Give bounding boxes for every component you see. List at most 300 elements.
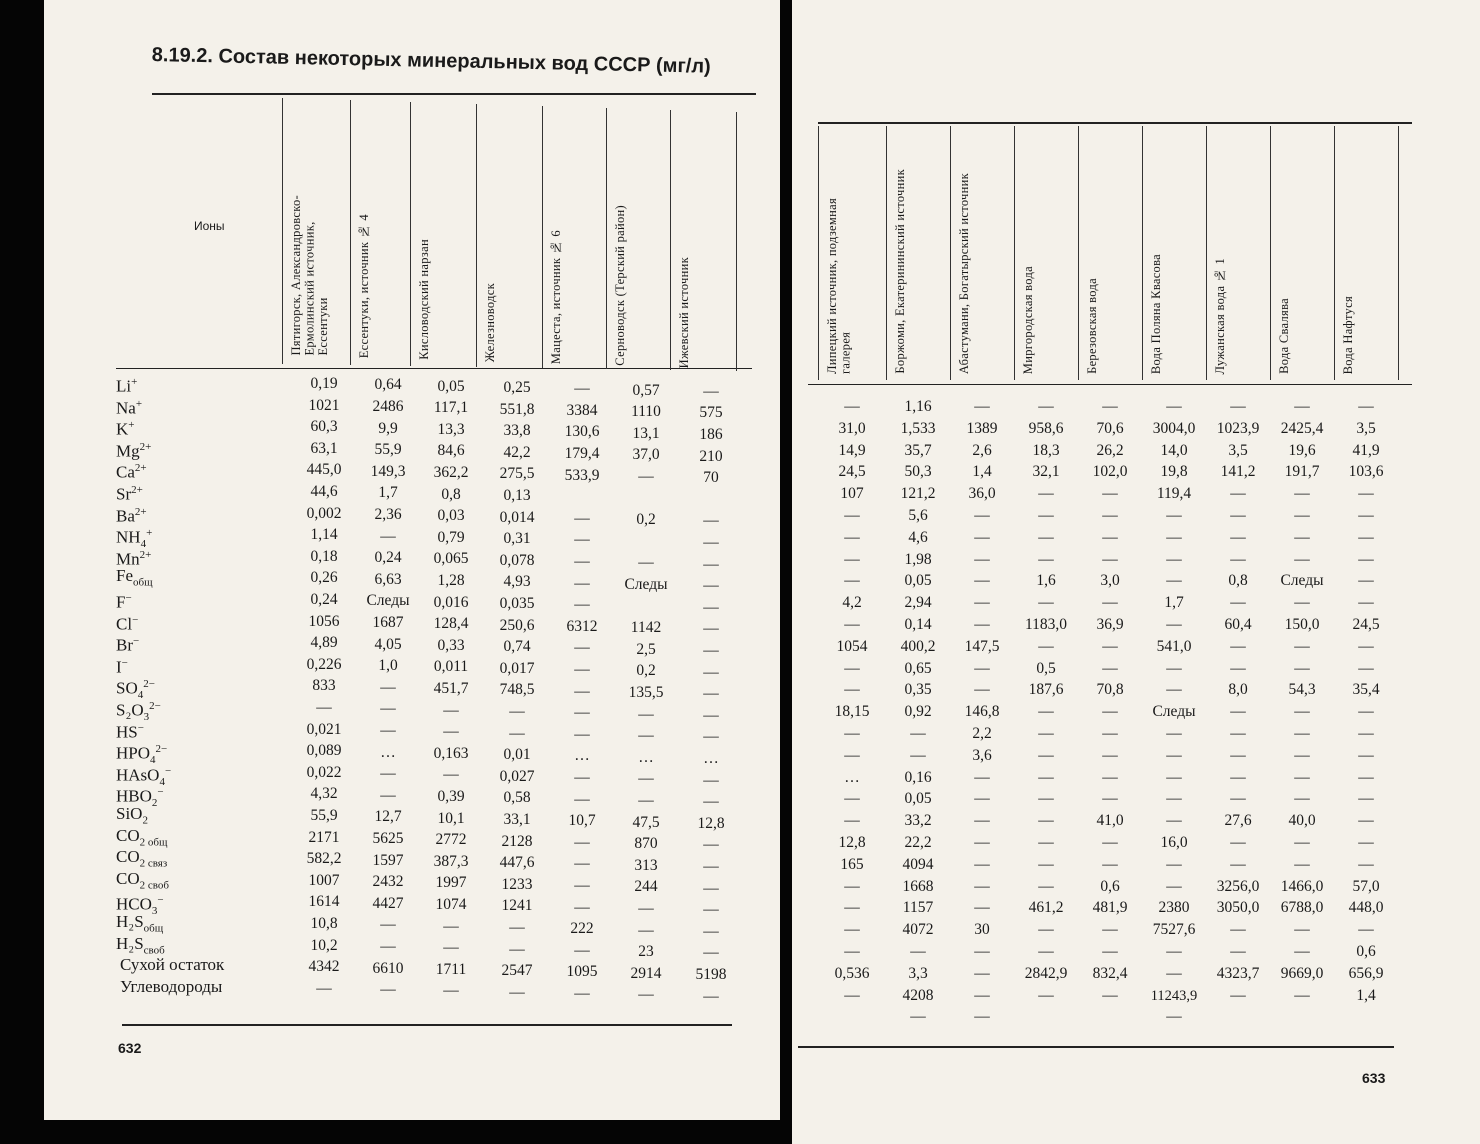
table-cell: 1142 <box>630 619 662 637</box>
table-cell: — <box>703 642 719 659</box>
table-cell: — <box>844 790 860 808</box>
table-cell: Следы <box>366 592 410 610</box>
table-cell: — <box>1230 943 1246 960</box>
table-cell: — <box>1166 528 1182 546</box>
column-divider <box>476 104 477 367</box>
ion-name: HPO <box>116 743 151 763</box>
table-cell: 0,74 <box>503 638 531 656</box>
table-cell: — <box>1038 834 1054 851</box>
table-cell: 4072 <box>902 921 934 939</box>
ion-subscript: 3 <box>143 711 150 724</box>
table-cell: 37,0 <box>632 446 660 464</box>
table-cell: 2171 <box>308 828 340 846</box>
table-cell: — <box>844 616 860 633</box>
ion-subscript: 2 <box>142 814 148 827</box>
header-rule <box>116 368 752 369</box>
table-cell: — <box>574 661 590 678</box>
table-cell: — <box>574 985 590 1002</box>
table-cell: 35,7 <box>904 441 932 459</box>
column-header <box>484 283 536 362</box>
table-cell: — <box>1358 550 1374 568</box>
column-header-line: Липецкий источник, подземная <box>825 198 839 374</box>
table-cell: — <box>910 725 926 742</box>
table-cell: — <box>1230 485 1246 503</box>
ion-name: SO <box>116 679 138 699</box>
table-cell: — <box>1166 790 1182 808</box>
table-cell: 14,0 <box>1160 441 1188 459</box>
column-divider <box>606 108 607 369</box>
table-cell: — <box>844 550 860 568</box>
ion-subscript: 3 <box>151 905 158 918</box>
table-cell: 70,6 <box>1096 419 1124 437</box>
ion-label <box>120 955 224 975</box>
table-cell: — <box>574 769 590 786</box>
table-cell: … <box>380 743 396 761</box>
table-cell: 1183,0 <box>1024 616 1068 633</box>
table-cell: — <box>1358 485 1374 503</box>
ion-subscript: 4 <box>140 538 147 551</box>
table-cell: 832,4 <box>1092 964 1128 982</box>
table-cell: 2,5 <box>636 640 656 658</box>
table-cell: 1023,9 <box>1216 419 1260 437</box>
table-cell: 55,9 <box>374 441 402 459</box>
table-cell: 0,33 <box>437 636 465 654</box>
table-cell: — <box>1230 834 1246 851</box>
table-cell: — <box>443 939 459 957</box>
ion-name: CO <box>116 847 140 867</box>
table-cell: — <box>574 682 590 700</box>
table-cell: — <box>844 899 860 917</box>
column-divider <box>670 110 671 370</box>
table-cell: 0,002 <box>306 504 342 522</box>
table-cell: — <box>1038 877 1054 895</box>
ion-superscript: 2− <box>143 678 155 691</box>
table-cell: — <box>1102 768 1118 786</box>
table-cell: 60,3 <box>310 418 338 436</box>
column-header <box>894 169 944 374</box>
table-cell: — <box>1102 746 1118 764</box>
ion-superscript: 2+ <box>139 440 152 453</box>
table-cell: 313 <box>634 856 658 874</box>
table-cell: — <box>1294 768 1310 786</box>
table-cell: — <box>1294 725 1310 742</box>
table-cell: — <box>844 681 860 699</box>
column-divider <box>282 98 283 364</box>
table-cell: 3,5 <box>1228 441 1248 459</box>
table-cell: 102,0 <box>1092 463 1128 481</box>
column-header <box>678 257 730 368</box>
table-cell: 0,31 <box>503 530 531 548</box>
table-cell: — <box>1038 768 1054 786</box>
table-cell: 0,027 <box>499 767 535 785</box>
ion-superscript: 2+ <box>134 505 147 518</box>
ion-name: Na <box>116 398 136 418</box>
table-cell: 4,6 <box>908 528 928 546</box>
column-header-line: Ижевский источник <box>677 256 691 368</box>
table-cell: 2547 <box>501 962 533 980</box>
table-cell: — <box>703 728 719 746</box>
table-cell: — <box>1166 855 1182 873</box>
ion-name: Li <box>116 376 132 396</box>
table-cell: 1,28 <box>437 572 465 589</box>
table-cell: 107 <box>840 485 864 503</box>
table-cell: 4094 <box>902 855 934 873</box>
table-cell: 0,089 <box>306 742 342 760</box>
table-cell: — <box>1230 855 1246 873</box>
table-cell: 119,4 <box>1156 485 1192 503</box>
table-cell: 18,15 <box>834 703 870 721</box>
table-cell: 2380 <box>1158 899 1190 917</box>
table-cell: — <box>1294 703 1310 721</box>
table-cell: — <box>443 982 459 1000</box>
table-cell: — <box>1358 594 1374 612</box>
table-cell: 0,6 <box>1100 877 1120 895</box>
table-cell: — <box>974 572 990 590</box>
table-cell: — <box>574 790 590 808</box>
table-cell: — <box>1230 550 1246 568</box>
ion-name: HAsO <box>116 765 160 785</box>
table-cell: 1614 <box>308 893 340 911</box>
table-cell: 63,1 <box>310 439 338 457</box>
table-cell: 117,1 <box>433 399 469 417</box>
table-cell: 1157 <box>902 899 934 917</box>
column-header-line: Боржоми, Екатерининский источник <box>893 169 907 374</box>
table-cell: — <box>1294 943 1310 960</box>
table-cell: 1,98 <box>904 550 932 568</box>
table-cell: 0,021 <box>306 720 342 738</box>
table-cell: — <box>574 380 590 398</box>
table-cell: 3,3 <box>908 964 928 982</box>
table-cell: 0,16 <box>904 768 932 786</box>
table-cell: — <box>574 704 590 722</box>
table-cell: … <box>574 747 590 765</box>
table-cell: — <box>1038 528 1054 546</box>
table-cell: — <box>703 922 719 940</box>
table-cell: — <box>380 678 396 696</box>
table-cell: — <box>1230 986 1246 1004</box>
table-cell: — <box>1166 572 1182 590</box>
column-header-line: Миргородская вода <box>1021 265 1035 374</box>
ion-superscript: − <box>125 592 132 604</box>
bottom-rule <box>798 1046 1394 1048</box>
table-cell: 18,3 <box>1032 441 1060 459</box>
table-cell: … <box>638 748 654 766</box>
table-cell: — <box>509 702 525 720</box>
ion-superscript: + <box>135 397 143 410</box>
table-cell: 4323,7 <box>1216 964 1260 982</box>
ion-subscript: 2 связ <box>139 857 168 870</box>
ion-subscript: 2 своб <box>139 879 169 892</box>
top-rule <box>152 93 756 95</box>
table-cell: 60,4 <box>1224 616 1252 633</box>
column-header <box>958 173 1008 374</box>
table-cell: — <box>844 659 860 677</box>
ion-name: Сухой остаток <box>120 955 225 975</box>
ion-name: Ba <box>116 506 135 526</box>
table-cell: 1466,0 <box>1280 877 1324 895</box>
table-cell: 128,4 <box>433 615 469 633</box>
table-cell: 958,6 <box>1028 419 1064 437</box>
table-cell: — <box>974 768 990 786</box>
ion-subscript: 4 <box>159 775 165 788</box>
table-cell: — <box>1038 703 1054 721</box>
table-cell: — <box>509 918 525 936</box>
column-header-line: Березовская вода <box>1085 278 1099 374</box>
table-cell: — <box>380 981 396 999</box>
table-cell: 275,5 <box>499 465 535 483</box>
table-cell: — <box>380 700 396 718</box>
bottom-rule <box>122 1024 732 1026</box>
table-cell: — <box>1294 507 1310 524</box>
table-cell: 103,6 <box>1348 463 1384 481</box>
header-rule <box>808 384 1412 385</box>
table-cell: — <box>703 879 719 897</box>
ion-superscript: − <box>157 894 164 907</box>
table-cell: 16,0 <box>1160 834 1188 851</box>
table-cell: — <box>844 398 860 415</box>
table-cell: — <box>1230 768 1246 786</box>
table-cell: 1021 <box>308 396 340 414</box>
table-cell: 13,1 <box>632 424 660 442</box>
column-divider <box>950 126 951 380</box>
table-cell: 0,35 <box>904 681 932 699</box>
column-divider <box>736 112 737 371</box>
table-cell: — <box>1294 834 1310 851</box>
table-cell: 448,0 <box>1348 899 1384 917</box>
column-header <box>1086 278 1136 374</box>
table-cell: Следы <box>1152 703 1196 721</box>
table-cell: 0,2 <box>636 662 656 680</box>
table-cell: — <box>1166 550 1182 568</box>
table-cell: — <box>974 986 990 1004</box>
table-cell: 13,3 <box>437 420 465 438</box>
column-header <box>358 214 404 358</box>
table-cell: 0,01 <box>503 746 531 764</box>
table-cell: 2,6 <box>972 441 992 459</box>
table-cell: — <box>1230 790 1246 808</box>
table-cell: 70 <box>703 469 719 487</box>
column-divider <box>1398 126 1399 380</box>
ion-subscript: своб <box>143 943 165 956</box>
table-cell: — <box>844 507 860 524</box>
column-header-line: Вода Поляна Квасова <box>1149 253 1163 374</box>
table-cell: — <box>1102 855 1118 873</box>
table-cell: — <box>1230 398 1246 415</box>
table-cell: 121,2 <box>900 485 936 503</box>
table-cell: 447,6 <box>499 854 535 872</box>
column-divider <box>1334 126 1335 380</box>
table-cell: — <box>1102 528 1118 546</box>
table-cell: — <box>1102 507 1118 524</box>
table-cell: — <box>574 898 590 916</box>
table-cell: 42,2 <box>503 443 531 461</box>
table-cell: 0,19 <box>310 375 338 392</box>
table-cell: 4427 <box>372 894 404 912</box>
column-header-line: Ессентуки <box>316 297 330 356</box>
table-cell: — <box>1102 703 1118 721</box>
table-cell: 50,3 <box>904 463 932 481</box>
table-cell: 14,9 <box>838 441 866 459</box>
table-cell: — <box>703 555 719 573</box>
table-cell: — <box>1358 507 1374 524</box>
table-cell: 0,2 <box>636 511 656 529</box>
table-cell: — <box>638 467 654 485</box>
table-cell: 2486 <box>372 397 404 415</box>
table-cell: — <box>974 790 990 808</box>
table-cell: — <box>574 596 590 614</box>
table-cell: 3004,0 <box>1152 419 1196 437</box>
table-cell: — <box>1038 507 1054 524</box>
table-cell: 19,6 <box>1288 441 1316 459</box>
column-header-line: Кисловодский нарзан <box>417 239 431 360</box>
table-cell: — <box>638 986 654 1004</box>
table-cell: 1,14 <box>310 526 338 544</box>
column-divider <box>1078 126 1079 380</box>
table-cell: 0,26 <box>310 569 338 587</box>
ion-superscript: 2− <box>155 743 168 756</box>
ion-superscript: 2+ <box>134 462 147 475</box>
table-cell: 40,0 <box>1288 812 1316 830</box>
table-cell: — <box>1038 485 1054 503</box>
table-cell: 2128 <box>501 832 533 850</box>
table-cell: 0,163 <box>433 744 469 762</box>
column-header <box>1214 258 1264 375</box>
column-divider <box>542 106 543 368</box>
column-header <box>826 198 880 374</box>
page-number: 632 <box>118 1040 142 1056</box>
ion-superscript: − <box>137 721 144 734</box>
column-header-line: Мацеста, источник № 6 <box>549 229 563 364</box>
column-header <box>550 230 600 364</box>
table-cell: — <box>1294 986 1310 1004</box>
table-cell: — <box>1358 812 1374 830</box>
table-cell: 1110 <box>631 403 661 421</box>
table-cell: — <box>703 512 719 530</box>
table-cell: 250,6 <box>499 616 535 634</box>
table-cell: — <box>844 725 860 742</box>
table-cell: 31,0 <box>838 419 866 437</box>
table-cell: 3256,0 <box>1216 877 1260 895</box>
table-cell: — <box>638 791 654 809</box>
ion-name: H₂S <box>116 933 144 953</box>
table-cell: — <box>703 901 719 919</box>
table-cell: 1597 <box>372 851 404 869</box>
table-cell: — <box>1294 528 1310 546</box>
column-divider <box>350 100 351 365</box>
table-cell: 0,79 <box>437 528 465 546</box>
table-cell: — <box>703 534 719 551</box>
table-cell: — <box>703 771 719 789</box>
table-cell: 33,1 <box>503 810 531 828</box>
table-cell: 0,58 <box>503 789 531 807</box>
table-cell: 445,0 <box>306 461 342 479</box>
table-cell: — <box>1230 746 1246 764</box>
table-cell: — <box>638 770 654 788</box>
table-cell: — <box>1038 637 1054 655</box>
table-cell: 0,017 <box>499 659 535 677</box>
table-cell: — <box>1294 659 1310 677</box>
table-cell: 1056 <box>308 612 340 630</box>
table-cell: 1,7 <box>378 484 398 502</box>
table-cell: 179,4 <box>564 445 600 462</box>
table-cell: — <box>844 877 860 895</box>
ion-name: CO <box>116 825 140 845</box>
table-cell: 36,9 <box>1096 616 1124 633</box>
table-cell: — <box>703 987 719 1005</box>
table-cell: — <box>1166 812 1182 830</box>
table-cell: 9,9 <box>378 419 398 437</box>
table-cell: — <box>443 917 459 935</box>
table-cell: — <box>1102 943 1118 960</box>
table-cell: 362,2 <box>433 464 469 481</box>
column-divider <box>886 126 887 380</box>
table-cell: — <box>1166 398 1182 415</box>
ion-subscript: общ <box>143 922 164 935</box>
table-cell: — <box>1166 507 1182 524</box>
table-cell: — <box>1294 746 1310 764</box>
table-cell: — <box>1038 725 1054 742</box>
table-cell: — <box>1038 398 1054 415</box>
table-cell: 0,014 <box>499 508 535 526</box>
table-cell: 748,5 <box>499 681 535 699</box>
ion-superscript: 2+ <box>131 484 143 496</box>
table-cell: — <box>1038 855 1054 873</box>
table-cell: — <box>1358 725 1374 742</box>
table-cell: 0,25 <box>503 378 531 396</box>
table-cell: 41,0 <box>1096 812 1124 830</box>
ion-name: K <box>116 419 129 439</box>
column-header <box>1342 296 1392 374</box>
table-cell: 30 <box>974 921 990 939</box>
ion-superscript: − <box>121 656 128 669</box>
table-cell: — <box>844 986 860 1004</box>
table-cell: — <box>380 527 396 545</box>
table-cell: 0,24 <box>374 549 402 567</box>
table-cell: — <box>1166 746 1182 764</box>
table-cell: — <box>1294 594 1310 612</box>
table-cell: — <box>1166 1008 1182 1026</box>
table-cell: — <box>638 899 654 917</box>
table-cell: 4,93 <box>503 573 531 591</box>
column-divider <box>410 102 411 366</box>
table-cell: — <box>974 1008 990 1026</box>
table-cell: 4,89 <box>310 634 338 652</box>
table-cell: — <box>638 705 654 723</box>
ion-name: S₂O <box>116 700 144 720</box>
table-cell: — <box>1358 746 1374 764</box>
table-cell: — <box>1294 550 1310 568</box>
column-header-line: Лужанская вода № 1 <box>1213 257 1227 374</box>
table-cell: — <box>703 858 719 875</box>
table-cell: — <box>509 983 525 1001</box>
column-header-line: Вода Свалява <box>1277 298 1291 374</box>
ion-name: H₂S <box>116 912 144 931</box>
table-cell: — <box>1358 790 1374 808</box>
table-cell: — <box>1166 659 1182 677</box>
table-cell: — <box>1358 659 1374 677</box>
table-cell: 1,7 <box>1164 594 1184 612</box>
table-cell: 2914 <box>630 964 662 982</box>
table-cell: — <box>316 979 332 997</box>
table-cell: — <box>974 659 990 677</box>
table-cell: 6,63 <box>374 570 402 588</box>
table-cell: 4342 <box>308 958 340 976</box>
table-cell: 210 <box>699 447 723 465</box>
table-cell: — <box>844 528 860 546</box>
column-header <box>418 239 470 360</box>
table-cell: — <box>1230 594 1246 612</box>
table-cell: 11243,9 <box>1150 987 1198 1004</box>
